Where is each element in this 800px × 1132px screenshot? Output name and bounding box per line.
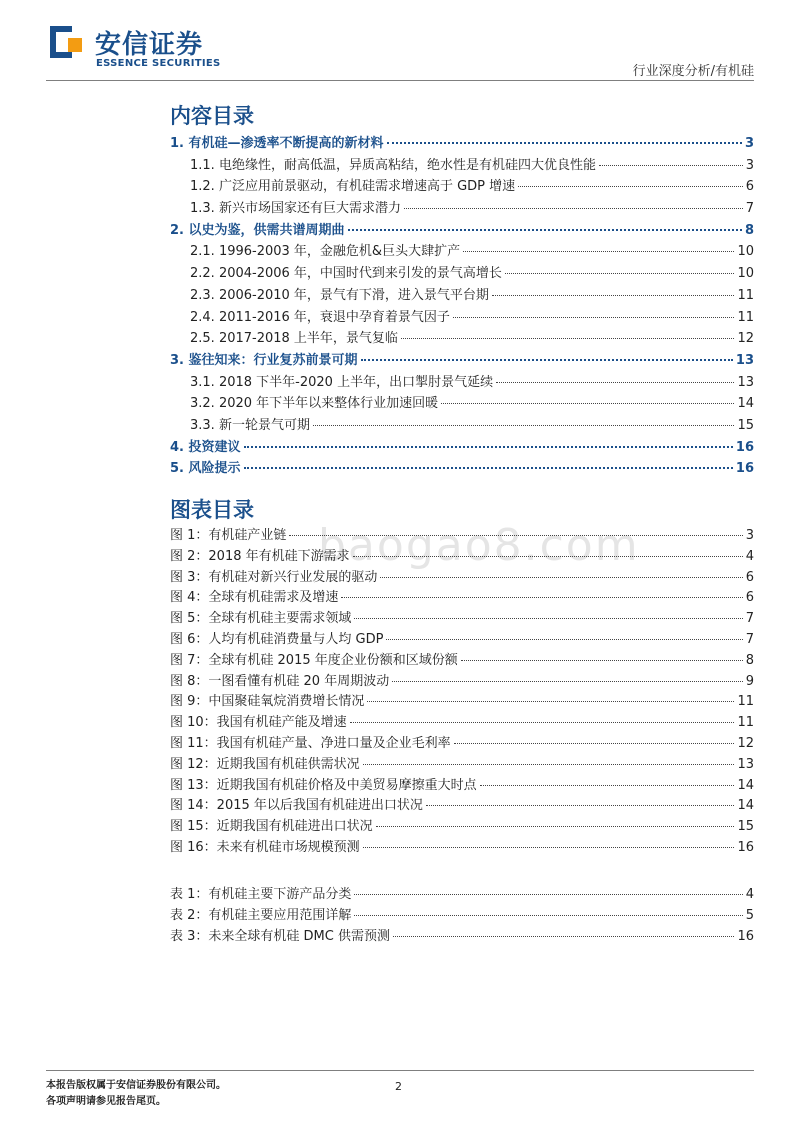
toc-entry-page: 15 [737,417,754,433]
figure-entry-label: 图 11：我国有机硅产量、净进口量及企业毛利率 [170,735,451,751]
toc-entry-label: 2.2. 2004-2006 年，中国时代到来引发的景气高增长 [190,266,502,282]
toc-entry[interactable] [170,327,754,349]
figure-entry[interactable] [170,545,754,566]
dot-leader [354,894,742,895]
page-number: 2 [395,1080,402,1093]
brand-name-en: ESSENCE SECURITIES [96,58,221,69]
figure-entry[interactable] [170,607,754,628]
figure-entry[interactable] [170,670,754,691]
figure-entry-page: 14 [737,777,754,793]
toc-title: 内容目录 [170,104,254,128]
toc-entry-page: 6 [745,179,754,195]
figure-entry[interactable] [170,836,754,857]
figure-entry-page: 9 [745,673,754,689]
toc-entry[interactable] [170,349,754,371]
figure-entry[interactable] [170,649,754,670]
toc-entry[interactable] [170,197,754,219]
toc-entry-page: 11 [737,309,754,325]
report-type: 行业深度分析/有机硅 [632,64,754,79]
table-of-contents [170,132,754,479]
dot-leader [496,382,734,383]
figure-entry-label: 图 10：我国有机硅产能及增速 [170,715,347,731]
dot-leader [363,764,735,765]
figure-entry-label: 图 8：一图看懂有机硅 20 年周期波动 [170,673,390,689]
footer-divider [46,1070,754,1071]
figure-entry-page: 7 [745,611,754,627]
dot-leader [376,826,735,827]
toc-entry-page: 16 [735,461,754,477]
figure-entry-page: 16 [737,839,754,855]
toc-entry[interactable] [170,175,754,197]
figure-entry-page: 4 [745,548,754,564]
figure-entry-page: 12 [737,735,754,751]
toc-entry[interactable] [170,284,754,306]
figure-entry-label: 图 13：近期我国有机硅价格及中美贸易摩擦重大时点 [170,777,477,793]
dot-leader [363,847,735,848]
dot-leader [354,915,742,916]
table-entry-page: 5 [745,907,754,923]
essence-logo-icon [46,22,86,62]
copyright-notice: 本报告版权属于安信证券股份有限公司。 [46,1080,226,1091]
toc-entry-label: 2.4. 2011-2016 年，衰退中孕育着景气因子 [190,309,450,325]
toc-entry[interactable] [170,262,754,284]
figure-entry-page: 13 [737,756,754,772]
dot-leader [461,660,743,661]
toc-entry-label: 2.3. 2006-2010 年，景气有下滑，进入景气平台期 [190,287,489,303]
figure-entry[interactable] [170,774,754,795]
figure-entry-label: 图 2：2018 年有机硅下游需求 [170,548,350,564]
dot-leader [244,446,733,448]
toc-entry-label: 1.2. 广泛应用前景驱动，有机硅需求增速高于 GDP 增速 [190,179,516,195]
figure-entry-label: 图 9：中国聚硅氧烷消费增长情况 [170,694,365,710]
table-list [170,883,754,945]
dot-leader [599,165,743,166]
toc-entry-page: 13 [737,374,754,390]
toc-entry-page: 3 [744,136,754,151]
dot-leader [492,295,735,296]
brand-name-cn: 安信证券 [95,30,204,60]
toc-entry-label: 2.5. 2017-2018 上半年，景气复临 [190,331,398,347]
dot-leader [386,639,742,640]
table-entry-label: 表 3：未来全球有机硅 DMC 供需预测 [170,928,390,944]
toc-entry-page: 12 [737,331,754,347]
figure-entry-page: 3 [745,528,754,543]
toc-entry-page: 16 [735,439,754,455]
toc-entry-label: 3.3. 新一轮景气可期 [190,417,310,433]
toc-entry[interactable] [170,457,754,479]
figure-entry-label: 图 1：有机硅产业链 [170,528,287,543]
dot-leader [387,142,742,144]
footer-disclaimer [46,1078,226,1110]
figure-entry-label: 图 6：人均有机硅消费量与人均 GDP [170,631,384,647]
dot-leader [480,785,735,786]
figure-entry[interactable] [170,690,754,711]
disclaimer-notice: 各项声明请参见报告尾页。 [46,1096,166,1107]
figure-entry[interactable] [170,815,754,836]
figure-entry[interactable] [170,753,754,774]
table-entry-page: 16 [737,928,754,944]
dot-leader [463,251,734,252]
toc-entry-label: 4. 投资建议 [170,439,241,455]
toc-entry-label: 3. 鉴往知来：行业复苏前景可期 [170,352,358,368]
figure-entry-page: 8 [745,652,754,668]
dot-leader [313,425,735,426]
figure-entry-label: 图 4：全球有机硅需求及增速 [170,590,339,606]
dot-leader [404,208,743,209]
table-entry[interactable] [170,883,754,904]
table-entry[interactable] [170,925,754,946]
dot-leader [350,722,735,723]
toc-entry[interactable] [170,306,754,328]
toc-entry-label: 1. 有机硅—渗透率不断提高的新材料 [170,136,384,151]
toc-entry[interactable] [170,392,754,414]
toc-entry-label: 3.1. 2018 下半年-2020 上半年，出口掣肘景气延续 [190,374,494,390]
toc-entry-page: 11 [737,287,754,303]
figure-list-title: 图表目录 [170,498,254,522]
figure-entry[interactable] [170,794,754,815]
toc-entry-label: 2.1. 1996-2003 年，金融危机&巨头大肆扩产 [190,244,461,260]
toc-entry-page: 8 [744,222,754,238]
dot-leader [441,403,734,404]
dot-leader [361,359,733,361]
table-entry[interactable] [170,904,754,925]
watermark: baogao8.com [318,520,640,571]
toc-entry[interactable] [170,154,754,176]
dot-leader [354,618,742,619]
toc-entry[interactable] [170,414,754,436]
figure-list [170,524,754,857]
toc-entry-page: 14 [737,396,754,412]
figure-entry[interactable] [170,732,754,753]
figure-entry-label: 图 15：近期我国有机硅进出口状况 [170,819,373,835]
toc-entry[interactable] [170,240,754,262]
figure-entry-page: 7 [745,631,754,647]
figure-entry-page: 11 [737,715,754,731]
toc-entry-page: 7 [745,201,754,217]
dot-leader [453,317,735,318]
toc-entry-page: 10 [737,266,754,282]
dot-leader [393,936,734,937]
figure-entry-page: 6 [745,590,754,606]
figure-entry-page: 6 [745,569,754,585]
figure-entry-label: 图 5：全球有机硅主要需求领域 [170,611,352,627]
figure-entry[interactable] [170,711,754,732]
dot-leader [348,229,742,231]
dot-leader [401,338,735,339]
toc-entry[interactable] [170,371,754,393]
dot-leader [454,743,735,744]
figure-entry[interactable] [170,628,754,649]
dot-leader [380,577,742,578]
figure-entry-page: 11 [737,694,754,710]
dot-leader [341,597,742,598]
dot-leader [289,535,742,536]
toc-entry[interactable] [170,132,754,154]
toc-entry-label: 1.3. 新兴市场国家还有巨大需求潜力 [190,201,401,217]
dot-leader [367,701,734,702]
dot-leader [426,805,735,806]
figure-entry[interactable] [170,566,754,587]
toc-entry-label: 1.1. 电绝缘性，耐高低温，异质高粘结，绝水性是有机硅四大优良性能 [190,157,596,173]
toc-entry-label: 3.2. 2020 年下半年以来整体行业加速回暖 [190,396,439,412]
figure-entry-label: 图 16：未来有机硅市场规模预测 [170,839,360,855]
toc-entry-label: 5. 风险提示 [170,461,241,477]
table-entry-label: 表 1：有机硅主要下游产品分类 [170,887,352,902]
toc-entry-label: 2. 以史为鉴，供需共谱周期曲 [170,222,345,238]
figure-entry-label: 图 3：有机硅对新兴行业发展的驱动 [170,569,378,585]
page-header [0,0,800,82]
figure-entry-page: 14 [737,798,754,814]
figure-entry-label: 图 12：近期我国有机硅供需状况 [170,756,360,772]
figure-entry-page: 15 [737,819,754,835]
dot-leader [518,186,743,187]
dot-leader [244,467,733,469]
toc-entry-page: 3 [745,157,754,173]
toc-entry[interactable] [170,219,754,241]
figure-entry[interactable] [170,586,754,607]
figure-entry-label: 图 7：全球有机硅 2015 年度企业份额和区域份额 [170,652,458,668]
table-entry-page: 4 [745,887,754,902]
figure-entry[interactable] [170,524,754,545]
toc-entry-page: 10 [737,244,754,260]
toc-entry[interactable] [170,436,754,458]
table-entry-label: 表 2：有机硅主要应用范围详解 [170,907,352,923]
header-divider [46,80,754,81]
dot-leader [505,273,735,274]
dot-leader [392,681,743,682]
figure-entry-label: 图 14：2015 年以后我国有机硅进出口状况 [170,798,423,814]
toc-entry-page: 13 [735,352,754,368]
dot-leader [353,556,743,557]
